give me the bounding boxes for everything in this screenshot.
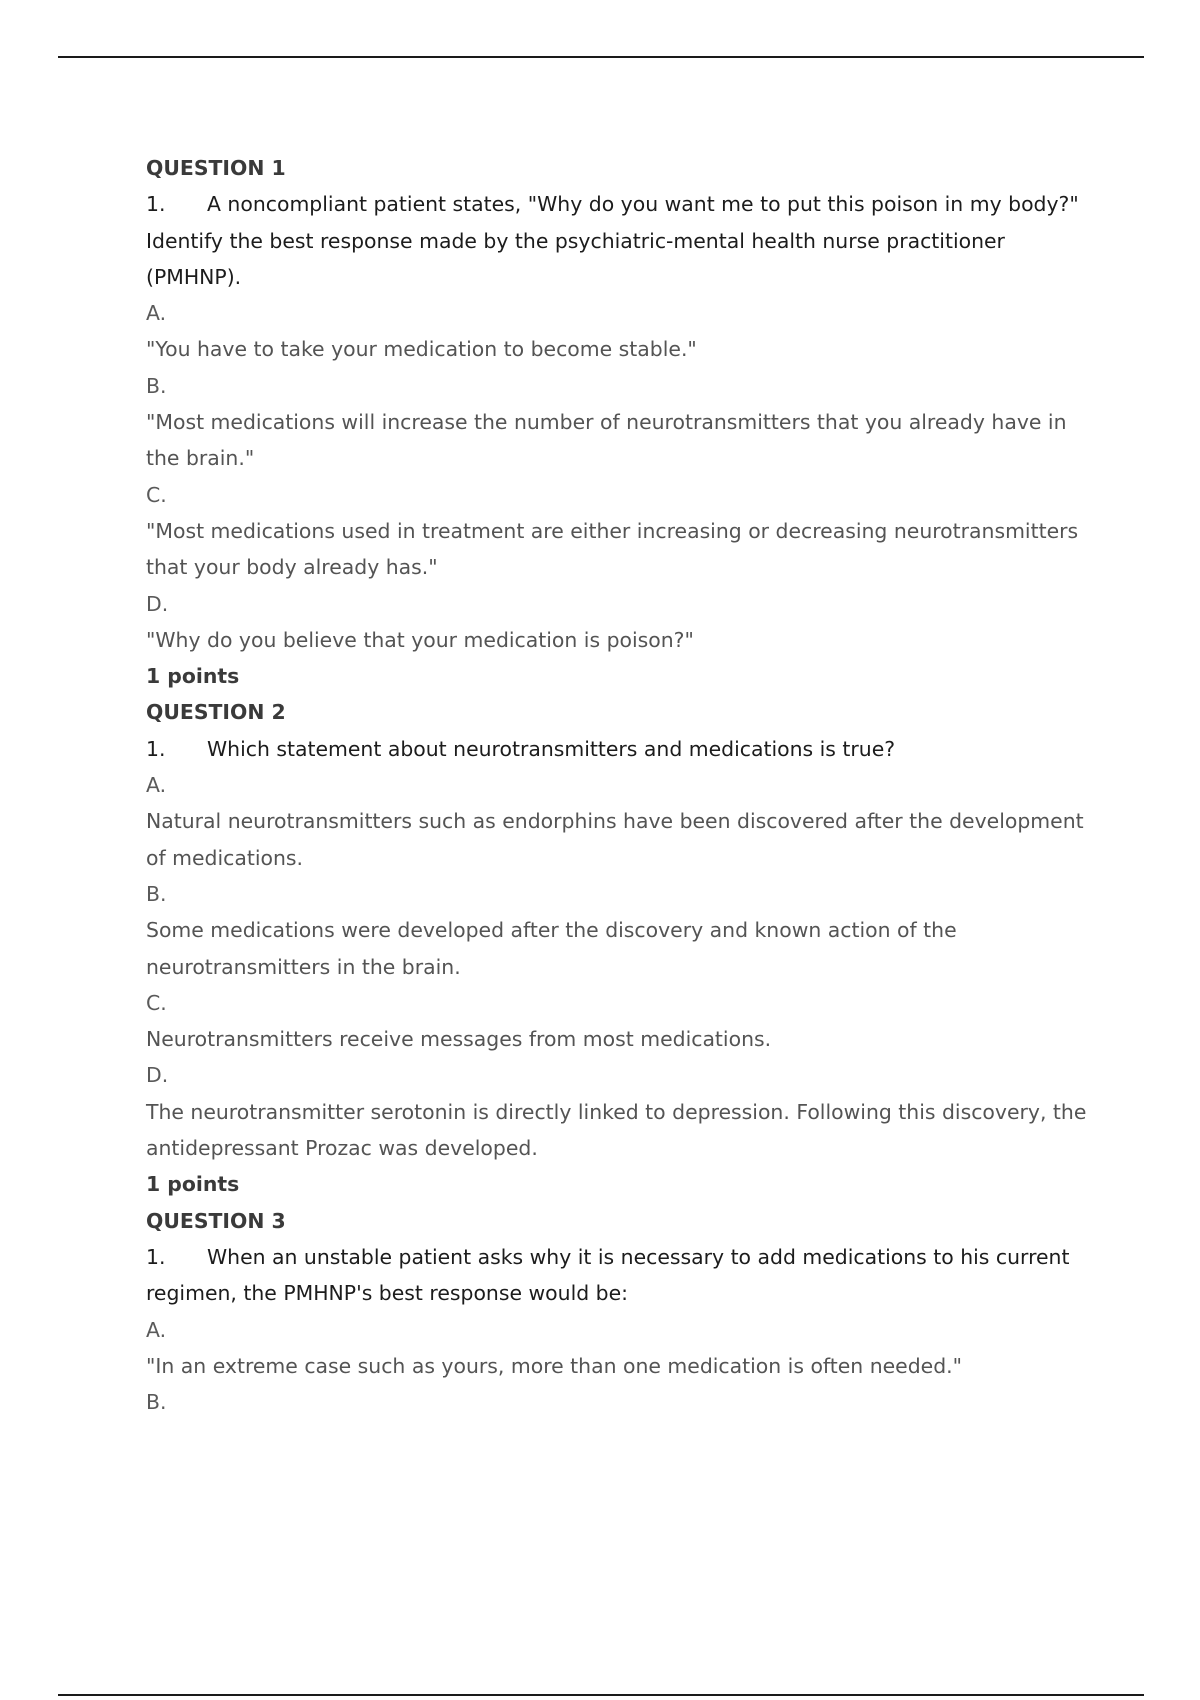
question-title: QUESTION 1 — [146, 156, 286, 180]
question-stem — [146, 731, 1092, 767]
top-rule — [58, 56, 1144, 58]
option-text-d: The neurotransmitter serotonin is directly linked to depression. Following this discovery, the antidepressant Prozac was developed. — [146, 1099, 1087, 1161]
option-text-a: "You have to take your medication to become stable." — [146, 337, 697, 362]
bottom-rule — [58, 1694, 1144, 1696]
option-text-c: "Most medications used in treatment are either increasing or decreasing neurotransmitters that your body already has." — [146, 518, 1079, 580]
question-points: 1 points — [146, 664, 240, 689]
option-letter-a: A. — [146, 1317, 167, 1342]
option-letter-b: B. — [146, 881, 167, 906]
stem-text: When an unstable patient asks why it is necessary to add medications to his current regimen, the PMHNP's best response would be: — [146, 1244, 1070, 1306]
question-1 — [146, 150, 1092, 694]
question-stem — [146, 186, 1092, 295]
document-body — [146, 150, 1092, 1420]
stem-text: Which statement about neurotransmitters and medications is true? — [207, 736, 896, 761]
stem-text: A noncompliant patient states, "Why do you want me to put this poison in my body?" Identify the best response made by the psychiatric-mental health nurse practitioner (PMHNP). — [146, 192, 1079, 289]
stem-number: 1. — [146, 1244, 166, 1269]
question-title: QUESTION 3 — [146, 1208, 286, 1233]
option-letter-d: D. — [146, 591, 169, 616]
option-letter-c: C. — [146, 990, 167, 1015]
option-letter-a: A. — [146, 301, 167, 326]
option-text-b: "Most medications will increase the number of neurotransmitters that you already have in the brain." — [146, 410, 1067, 471]
question-title: QUESTION 2 — [146, 700, 286, 725]
option-letter-c: C. — [146, 482, 167, 507]
option-letter-d: D. — [146, 1063, 169, 1088]
stem-number: 1. — [146, 192, 166, 217]
option-letter-b: B. — [146, 1390, 167, 1415]
stem-number: 1. — [146, 736, 166, 761]
question-3 — [146, 1203, 1092, 1421]
option-text-d: "Why do you believe that your medication is poison?" — [146, 627, 694, 652]
question-points: 1 points — [146, 1172, 240, 1197]
option-letter-b: B. — [146, 373, 167, 398]
option-text-a: "In an extreme case such as yours, more than one medication is often needed." — [146, 1353, 962, 1378]
question-2 — [146, 694, 1092, 1202]
option-text-b: Some medications were developed after the discovery and known action of the neurotransmitters in the brain. — [146, 918, 957, 979]
option-letter-a: A. — [146, 773, 167, 798]
option-text-a: Natural neurotransmitters such as endorphins have been discovered after the development of medications. — [146, 809, 1084, 870]
option-text-c: Neurotransmitters receive messages from most medications. — [146, 1027, 772, 1052]
question-stem — [146, 1239, 1092, 1312]
